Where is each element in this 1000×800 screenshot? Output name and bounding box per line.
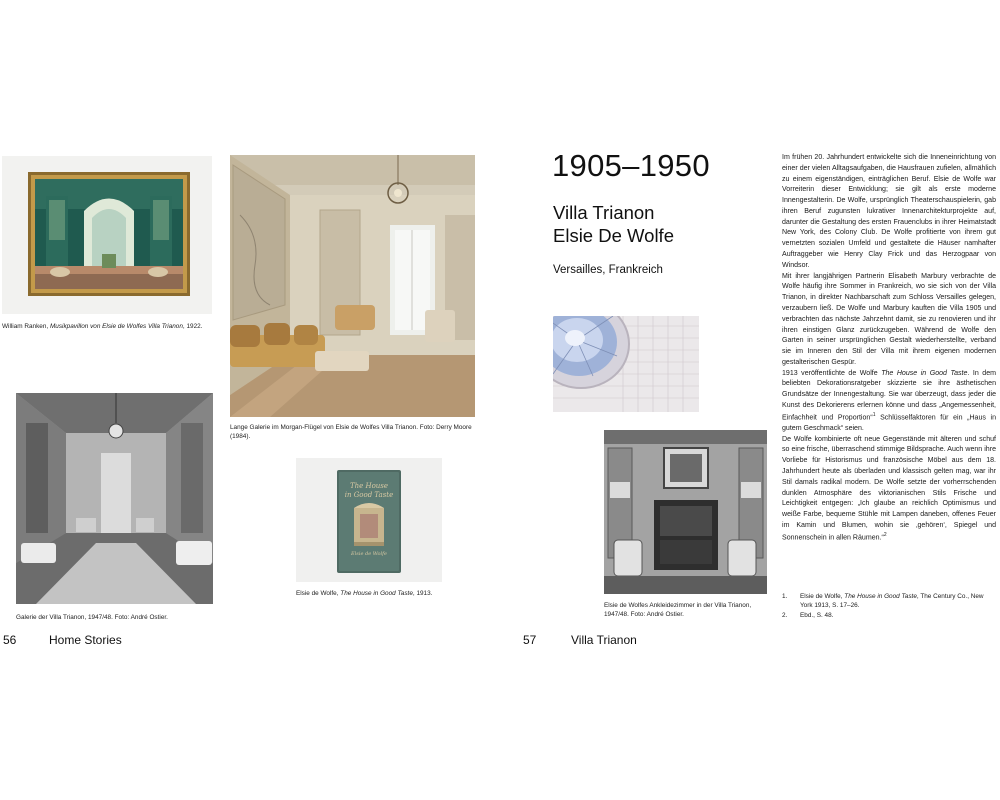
chapter-title-line1: Villa Trianon bbox=[553, 202, 655, 223]
glass-dome-photo bbox=[553, 316, 699, 412]
body-paragraph-2: Mit ihrer langjährigen Partnerin Elisabeth Marbury verbrachte de Wolfe häufig ihre Sommer in Frankreich, wo sie sich von der Villa Trianon, in direkter Nachbarschaft zum Schloss Versailles gelegen, verzaubern ließ. De Wolfe und Marbury kauften die Villa 1905 und verbrachten das nächste Jahrzehnt damit, sie zu renovieren und ihr ihren einstigen Glanz zurückzugeben. Während de Wolfe den Garten in seiner ursprünglichen Gestalt wiederherstellte, verband sie im Inneren den Stil der Villa mit ihrem eigenen modernen gestalterischen Gespür. bbox=[782, 272, 996, 366]
gallery-bw-caption: Galerie der Villa Trianon, 1947/48. Foto: André Ostier. bbox=[16, 614, 168, 621]
body-paragraph-1: Im frühen 20. Jahrhundert entwickelte sich die Inneneinrichtung von einer der vielen Alltagsaufgaben, die Hausfrauen zufielen, allmählich zu einem eigenständigen, einträglichen Beruf. Elsie de Wolfe war Vorreiterin dieser Entwicklung; sie gilt als erste moderne Innengestalterin. De Wolfe, ursprünglich Theaterschauspielerin, gab ihren Beruf zugunsten lukrativer Innenarchitekturprojekte auf, darunter die Gestaltung des ersten Frauenclubs in ihrer Heimatstadt New York, des Colony Club. De Wolfe profitierte von ihrem gut vernetzten sozialen Umfeld und gestaltete die Häuser namhafter Auftraggeber wie Henry Clay Frick und das Herzogpaar von Windsor. bbox=[782, 154, 996, 269]
chapter-location: Versailles, Frankreich bbox=[553, 264, 663, 276]
body-paragraph-4: De Wolfe kombinierte oft neue Gegenstände mit älteren und schuf so eine frische, überraschend stimmige Bildsprache. Auch wenn ihre Vorliebe für Historismus und französische Möbel aus dem 18. Jahrhundert heute als überladen und klassisch gelten mag, war ihr Stil damals radikal modern. De Wolfe setzte der vorherrschenden dunklen Atmosphäre des viktorianischen Stils Frische und Leichtigkeit entgegen: „Ich glaube an reichlich Optimismus und weiße Farbe, bequeme Stühle mit Lampen daneben, offenes Feuer im Kamin und Blumen, wohin sie ‚gehören‘, Spiegel und Sonnenschein in allen Räumen.“$^2$ bbox=[782, 435, 996, 542]
dressing-room-photo bbox=[604, 430, 767, 594]
chapter-years: 1905–1950 bbox=[552, 148, 710, 183]
dressing-room-caption: Elsie de Wolfes Ankleidezimmer in der Villa Trianon, 1947/48. Foto: André Ostier. bbox=[604, 602, 752, 619]
right-page-number: 57 bbox=[523, 633, 537, 647]
footnote-2: 2. Ebd., S. 48. bbox=[782, 611, 834, 619]
book-cover-author: Elsie de Wolfe bbox=[351, 551, 387, 557]
left-page-number: 56 bbox=[3, 633, 17, 647]
painting-photo bbox=[2, 156, 212, 314]
left-running-title: Home Stories bbox=[49, 633, 122, 647]
body-paragraph-3: 1913 veröffentlichte de Wolfe The House in Good Taste. In dem beliebten Dekorationsratgeber skizzierte sie ihre ästhetischen Grundsätze der Innengestaltung. Sie war überzeugt, dass jeder die Kunst des Dekorierens erlernen könne und dass „Angemessenheit, Einfachheit und Proportion“$^1$ Schlüsselfaktoren für ein „Haus in gutem Geschmack“ seien. bbox=[782, 369, 996, 432]
footnotes bbox=[782, 592, 996, 620]
book-cover-title-line2: in Good Taste bbox=[344, 491, 394, 499]
book-cover-title-line1: The House bbox=[349, 482, 389, 490]
chapter-title-line2: Elsie De Wolfe bbox=[553, 224, 674, 246]
right-running-title: Villa Trianon bbox=[571, 633, 637, 647]
chapter-title bbox=[553, 202, 674, 247]
long-gallery-caption: Lange Galerie im Morgan-Flügel von Elsie de Wolfes Villa Trianon. Foto: Derry Moore (1984). bbox=[230, 424, 472, 441]
gallery-bw-photo bbox=[16, 393, 213, 604]
footnote-1: 1. Elsie de Wolfe, The House in Good Taste, The Century Co., New York 1913, S. 17–26. bbox=[782, 593, 984, 610]
long-gallery-photo bbox=[230, 155, 475, 417]
book-cover-photo bbox=[296, 458, 442, 582]
painting-caption: William Ranken, Musikpavillon von Elsie de Wolfes Villa Trianon, 1922. bbox=[2, 323, 203, 330]
book-caption: Elsie de Wolfe, The House in Good Taste, 1913. bbox=[296, 590, 433, 597]
body-text bbox=[782, 153, 996, 544]
